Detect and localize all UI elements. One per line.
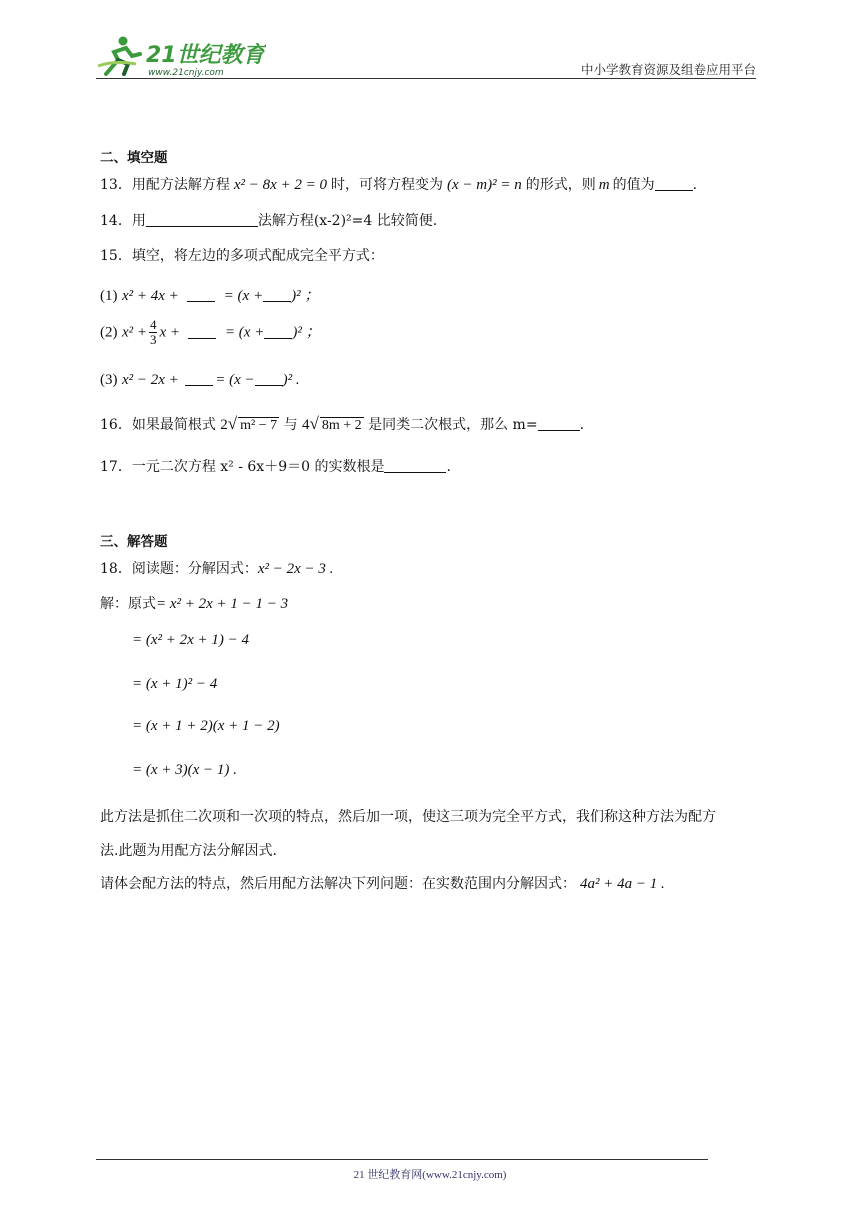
question-13: 13．用配方法解方程 x² − 8x + 2 = 0 时，可将方程变为 (x − m)² = n 的形式，则 m 的值为 . bbox=[100, 177, 698, 193]
footer-text: 21 世纪教育网(www.21cnjy.com) bbox=[353, 1169, 507, 1181]
section-answer-title: 三、解答题 bbox=[100, 534, 168, 550]
solution-line-2: = (x + 1)² − 4 bbox=[132, 676, 218, 692]
fraction: $\frac{4}{3}$ bbox=[149, 317, 157, 347]
site-logo bbox=[96, 34, 266, 78]
header-divider bbox=[96, 78, 756, 79]
answer-blank bbox=[655, 176, 693, 191]
section-fill-title: 二、填空题 bbox=[100, 150, 168, 166]
logo-text: 21世纪教育 bbox=[146, 43, 265, 68]
question-17: 17．一元二次方程 x² - 6x＋9＝0 的实数根是 . bbox=[100, 459, 451, 475]
question-15-intro: 15．填空，将左边的多项式配成完全平方式： bbox=[100, 248, 384, 264]
runner-icon bbox=[98, 37, 140, 75]
footer-divider bbox=[96, 1159, 708, 1160]
logo-url: www.21cnjy.com bbox=[148, 68, 224, 78]
question-15-part-3: (3) x² − 2x + = (x − )² . bbox=[100, 372, 300, 388]
explanation-line-2: 法.此题为用配方法分解因式. bbox=[100, 843, 277, 859]
solution-line-0: 解：原式= x² + 2x + 1 − 1 − 3 bbox=[100, 596, 289, 612]
solution-line-1: = (x² + 2x + 1) − 4 bbox=[132, 632, 250, 648]
question-15-part-1: (1) x² + 4x + = (x + )² ； bbox=[100, 288, 320, 304]
answer-blank bbox=[146, 212, 258, 227]
explanation-line-1: 此方法是抓住二次项和一次项的特点，然后加一项，使这三项为完全平方式，我们称这种方法为配方 bbox=[100, 809, 716, 825]
solution-line-4: = (x + 3)(x − 1) . bbox=[132, 762, 237, 778]
question-16: 16．如果最简根式 2√ m² − 7 与 4√ 8m + 2 是同类二次根式，那么 m= . bbox=[100, 414, 585, 433]
question-18-title: 18．阅读题：分解因式：x² − 2x − 3 . bbox=[100, 561, 334, 577]
solution-line-3: = (x + 1 + 2)(x + 1 − 2) bbox=[132, 718, 280, 734]
question-15-part-2: (2) x² + $\frac{4}{3}$ x + = (x + )² ； bbox=[100, 317, 321, 347]
task-line: 请体会配方法的特点，然后用配方法解决下列问题：在实数范围内分解因式： 4a² + 4a − 1 . bbox=[100, 876, 665, 892]
platform-title: 中小学教育资源及组卷应用平台 bbox=[580, 62, 756, 77]
question-14: 14．用 法解方程(x-2)²=4 比较简便. bbox=[100, 213, 438, 229]
